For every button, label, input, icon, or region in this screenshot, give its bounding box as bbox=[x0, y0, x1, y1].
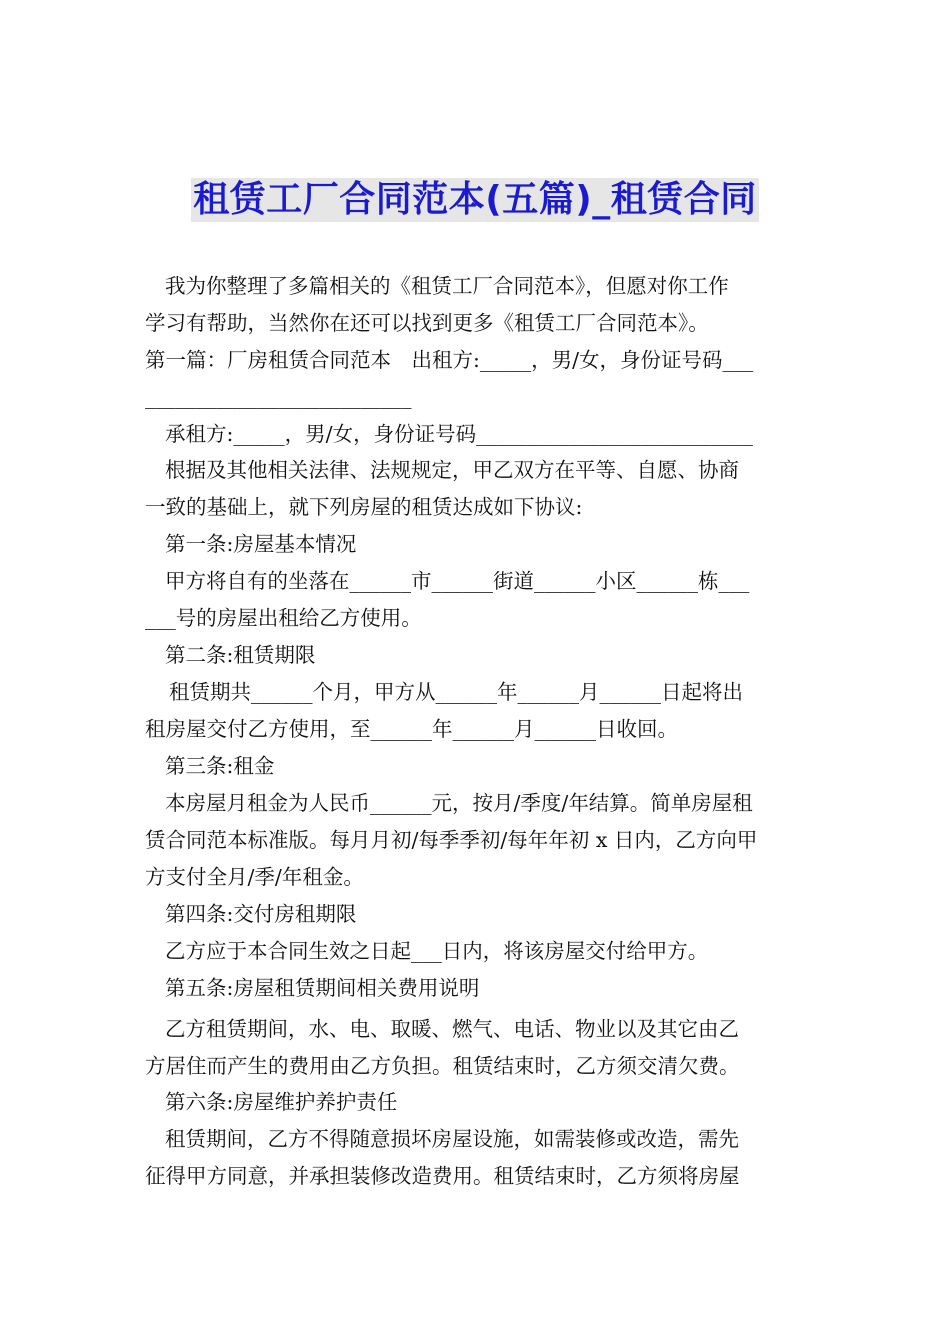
paragraph-line: 根据及其他相关法律、法规规定，甲乙双方在平等、自愿、协商 bbox=[165, 458, 739, 482]
paragraph-line: 租赁期共______个月，甲方从______年______月______日起将出 bbox=[169, 680, 743, 704]
section-heading: 第三条:租金 bbox=[165, 754, 275, 778]
paragraph-line: 赁合同范本标准版。每月月初/每季季初/每年年初 x 日内，乙方向甲 bbox=[145, 828, 758, 852]
paragraph-line: 一致的基础上，就下列房屋的租赁达成如下协议: bbox=[145, 495, 583, 519]
paragraph-line: 第一篇：厂房租赁合同范本 出租方:_____，男/女，身份证号码___ bbox=[145, 348, 754, 372]
paragraph-line: 甲方将自有的坐落在______市______街道______小区______栋___ bbox=[165, 569, 750, 593]
paragraph-line: 承租方:_____，男/女，身份证号码___________________________ bbox=[165, 422, 753, 446]
paragraph-line: 方居住而产生的费用由乙方负担。租赁结束时，乙方须交清欠费。 bbox=[145, 1054, 740, 1078]
paragraph-line: 方支付全月/季/年租金。 bbox=[145, 865, 364, 889]
paragraph-line: 乙方租赁期间，水、电、取暖、燃气、电话、物业以及其它由乙 bbox=[165, 1017, 739, 1041]
paragraph-line: __________________________ bbox=[145, 385, 412, 409]
paragraph-line: 租赁期间，乙方不得随意损坏房屋设施，如需装修或改造，需先 bbox=[165, 1127, 739, 1151]
section-heading: 第二条:租赁期限 bbox=[165, 643, 316, 667]
section-heading: 第五条:房屋租赁期间相关费用说明 bbox=[165, 976, 480, 1000]
paragraph-line: 我为你整理了多篇相关的《租赁工厂合同范本》，但愿对你工作 bbox=[165, 274, 729, 298]
section-heading: 第一条:房屋基本情况 bbox=[165, 532, 357, 556]
paragraph-line: ___号的房屋出租给乙方使用。 bbox=[145, 606, 422, 630]
section-heading: 第四条:交付房租期限 bbox=[165, 902, 357, 926]
document-title: 租赁工厂合同范本(五篇)_租赁合同 bbox=[193, 179, 757, 220]
section-heading: 第六条:房屋维护养护责任 bbox=[165, 1090, 398, 1114]
paragraph-line: 本房屋月租金为人民币______元，按月/季度/年结算。简单房屋租 bbox=[165, 791, 753, 815]
paragraph-line: 乙方应于本合同生效之日起___日内，将该房屋交付给甲方。 bbox=[165, 939, 709, 963]
paragraph-line: 学习有帮助，当然你在还可以找到更多《租赁工厂合同范本》。 bbox=[145, 311, 709, 335]
paragraph-line: 征得甲方同意，并承担装修改造费用。租赁结束时，乙方须将房屋 bbox=[145, 1164, 740, 1188]
paragraph-line: 租房屋交付乙方使用，至______年______月______日收回。 bbox=[145, 717, 678, 741]
title-container bbox=[0, 178, 950, 222]
